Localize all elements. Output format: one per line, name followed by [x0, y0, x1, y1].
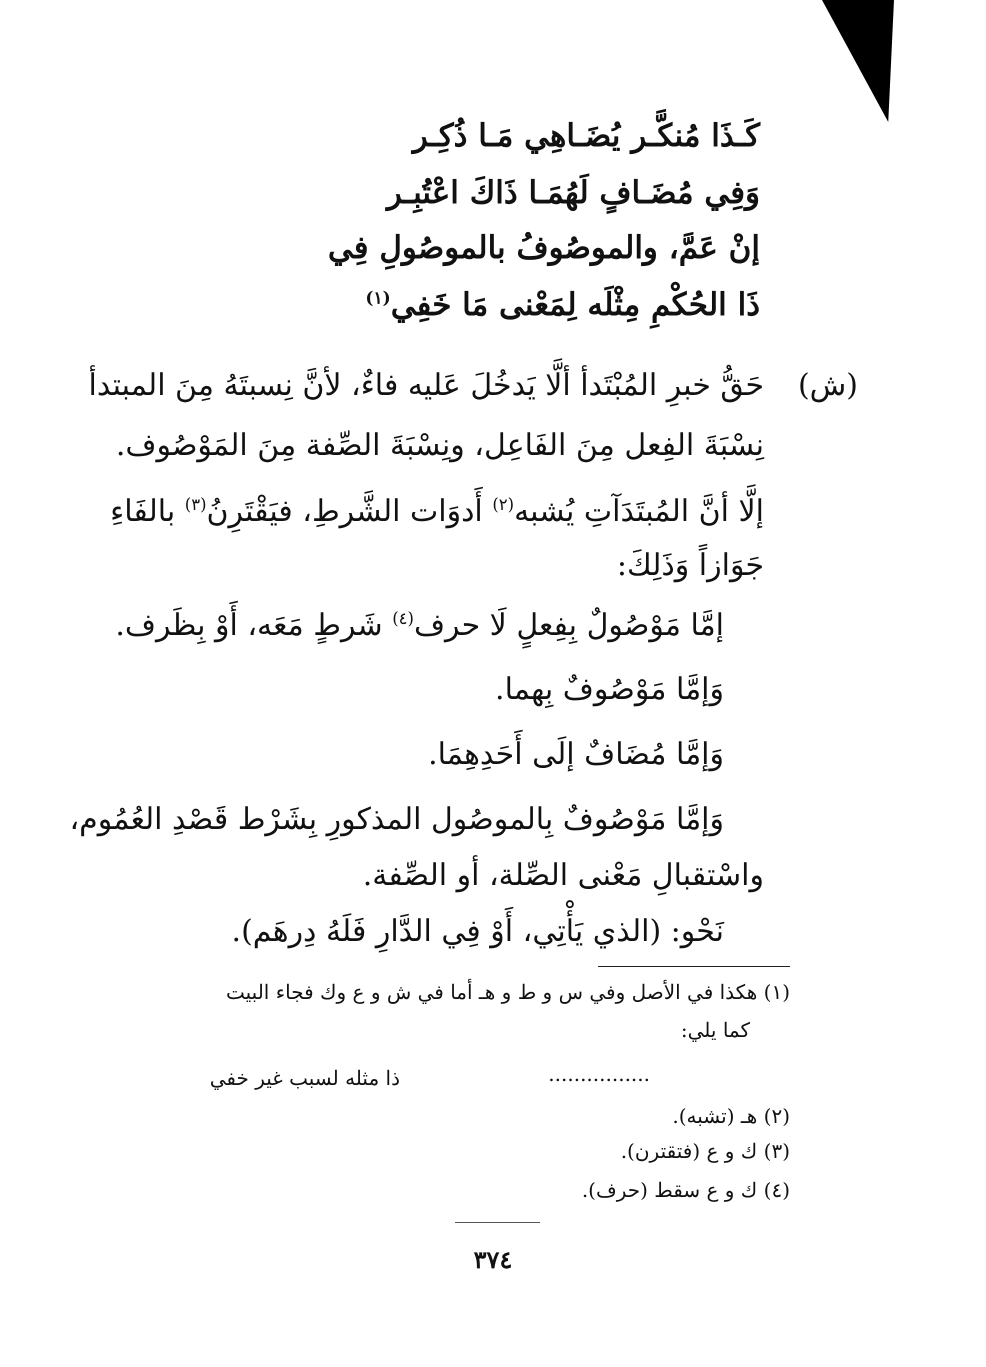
p2-text-b: أَدوَات الشَّرطِ، فيَقْتَرِنُ [206, 494, 483, 529]
footnote-2: (٢) هـ (تشبه). [672, 1104, 790, 1128]
sharh-label: (ش) [797, 368, 858, 403]
paragraph-2-line-2: جَوَازاً وَذَلِكَ: [616, 548, 764, 583]
item1-text-a: إمَّا مَوْصُولٌ بِفِعلٍ لَا حرف [413, 608, 724, 643]
list-item-1 [115, 608, 724, 643]
footnote-4: (٤) ك و ع سقط (حرف). [581, 1178, 790, 1202]
page-corner-mark [822, 0, 894, 122]
verse-line-2: وَفِي مُضَـافٍ لَهُمَـا ذَاكَ اعْتُبِـر [386, 175, 760, 211]
paragraph-1-line-1: حَقُّ خبرِ المُبْتَدأ ألَّا يَدخُلَ عَليه فاءٌ، لأنَّ نِسبتَهُ مِنَ المبتدأ [88, 368, 764, 403]
verse-text: ذَا الحُكْمِ مِثْلَه لِمَعْنى مَا خَفِي [390, 287, 760, 323]
list-item-4-line-2: واسْتقبالِ مَعْنى الصِّلة، أو الصِّفة. [362, 858, 764, 893]
paragraph-1-line-2: نِسْبَةَ الفِعل مِنَ الفَاعِل، ونِسْبَةَ الصِّفة مِنَ المَوْصُوف. [115, 428, 764, 463]
p2-text-c: بالفَاءِ [110, 494, 176, 529]
verse-line-1: كَـذَا مُنكَّـر يُضَـاهِي مَـا ذُكِـر [412, 118, 760, 154]
item1-text-b: شَرطٍ مَعَه، أَوْ بِظَرف. [115, 608, 383, 643]
example-line: نَحْو: (الذي يَأْتِي، أَوْ فِي الدَّارِ فَلَهُ دِرهَم). [231, 914, 724, 949]
verse-footnote-ref: (١) [365, 288, 391, 309]
list-item-3: وَإمَّا مُضَافٌ إلَى أَحَدِهِمَا. [428, 737, 724, 772]
paragraph-2-line-1 [110, 494, 764, 529]
footnote-1-verse: ذا مثله لسبب غير خفي [209, 1066, 400, 1090]
footnote-ref-2: (٢) [492, 495, 515, 514]
verse-line-4 [365, 287, 760, 323]
footnote-separator [598, 966, 790, 967]
footnote-ref-3: (٣) [184, 495, 207, 514]
page-number: ٣٧٤ [473, 1245, 513, 1274]
verse-line-3: إنْ عَمَّ، والموصُوفُ بالموصُولِ فِي [327, 230, 760, 266]
list-item-4-line-1: وَإمَّا مَوْصُوفٌ بِالموصُول المذكورِ بِشَرْط قَصْدِ العُمُوم، [69, 802, 724, 837]
footnote-1-line-2: كما يلي: [680, 1018, 750, 1042]
p2-text-a: إلَّا أنَّ المُبتَدَآتِ يُشبه [514, 494, 764, 529]
footnote-ref-4: (٤) [392, 609, 414, 628]
bottom-rule [455, 1222, 540, 1223]
footnote-1-line-1: (١) هكذا في الأصل وفي س و ط و هـ أما في ش و ع وك فجاء البيت [225, 980, 790, 1004]
list-item-2: وَإمَّا مَوْصُوفٌ بِهما. [495, 672, 724, 707]
footnote-1-dots: ................ [548, 1062, 650, 1086]
footnote-3: (٣) ك و ع (فتقترن). [620, 1139, 790, 1163]
